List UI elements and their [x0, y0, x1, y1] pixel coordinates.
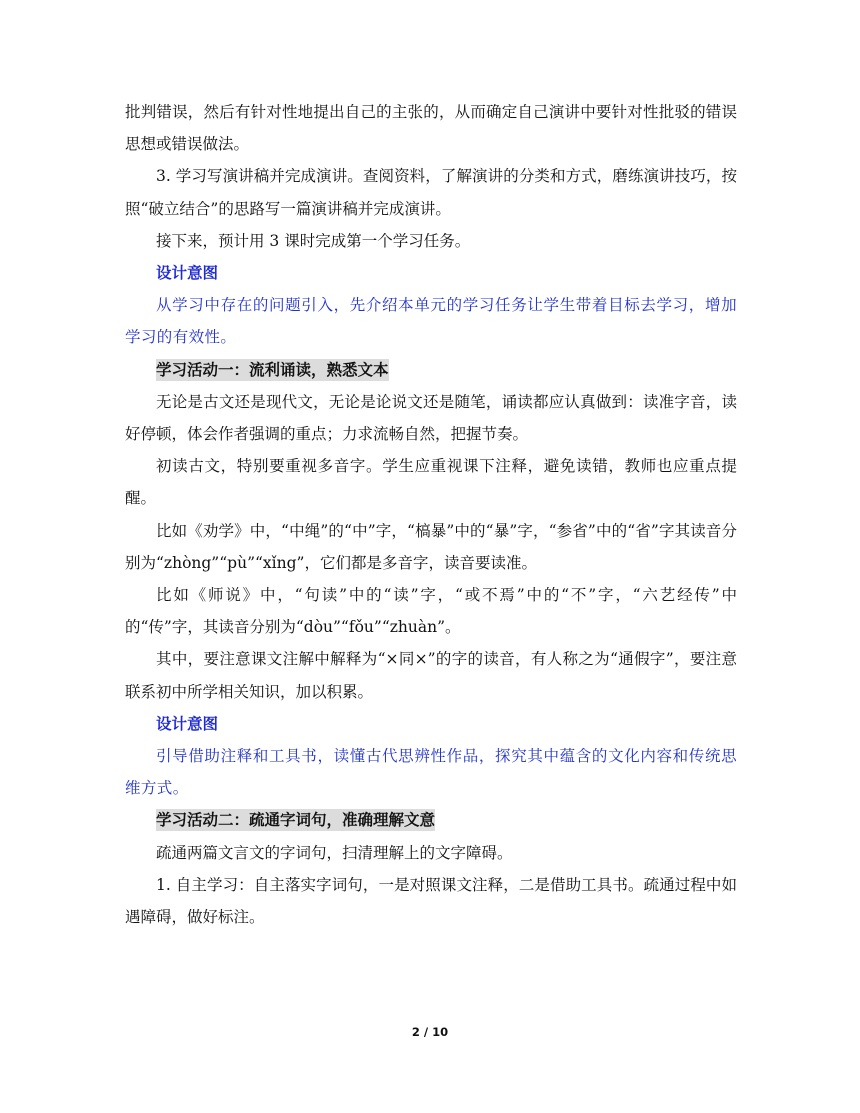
paragraph-next-step: 接下来，预计用 3 课时完成第一个学习任务。	[156, 231, 471, 250]
paragraph-shishuo-example: 比如《师说》中，“句读”中的“读”字，“或不焉”中的“不”字，“六艺经传”中的“传”字，其读音分别为“dòu”“fǒu”“zhuàn”。	[125, 586, 737, 637]
design-intent-heading-2: 设计意图	[156, 714, 219, 733]
paragraph-tongjiazi: 其中，要注意课文注解中解释为“×同×”的字的读音，有人称之为“通假字”，要注意联系初中所学相关知识，加以积累。	[125, 650, 737, 701]
activity-heading-2-label: 学习活动二：疏通字词句，准确理解文意	[156, 811, 436, 830]
design-intent-heading-1: 设计意图	[156, 264, 219, 283]
paragraph-clear-obstacles: 疏通两篇文言文的字词句，扫清理解上的文字障碍。	[156, 843, 513, 862]
activity-heading-1-label: 学习活动一：流利诵读，熟悉文本	[156, 360, 389, 379]
design-intent-text-2: 引导借助注释和工具书，读懂古代思辨性作品，探究其中蕴含的文化内容和传统思维方式。	[125, 747, 737, 798]
page-number: 2 / 10	[411, 1025, 449, 1039]
design-intent-text-1: 从学习中存在的问题引入，先介绍本单元的学习任务让学生带着目标去学习，增加学习的有效性。	[125, 296, 737, 347]
paragraph-recitation: 无论是古文还是现代文，无论是论说文还是随笔，诵读都应认真做到：读准字音，读好停顿，体会作者强调的重点；力求流畅自然，把握节奏。	[125, 392, 737, 444]
paragraph-self-study: 1. 自主学习：自主落实字词句，一是对照课文注释，二是借助工具书。疏通过程中如遇障碍，做好标注。	[125, 875, 737, 927]
paragraph-polyphone: 初读古文，特别要重视多音字。学生应重视课下注释，避免读错，教师也应重点提醒。	[125, 457, 737, 508]
paragraph-item-3: 3. 学习写演讲稿并完成演讲。查阅资料，了解演讲的分类和方式，磨练演讲技巧，按照“破立结合”的思路写一篇演讲稿并完成演讲。	[125, 167, 737, 218]
activity-heading-2	[125, 804, 737, 836]
activity-heading-1	[125, 354, 737, 386]
paragraph-quanxue-example: 比如《劝学》中，“中绳”的“中”字，“槁暴”中的“暴”字，“参省”中的“省”字其读音分别为“zhòng”“pù”“xǐng”，它们都是多音字，读音要读准。	[125, 521, 737, 572]
page-content	[125, 96, 737, 933]
paragraph-continuation: 批判错误，然后有针对性地提出自己的主张的，从而确定自己演讲中要针对性批驳的错误思想或错误做法。	[125, 103, 737, 154]
